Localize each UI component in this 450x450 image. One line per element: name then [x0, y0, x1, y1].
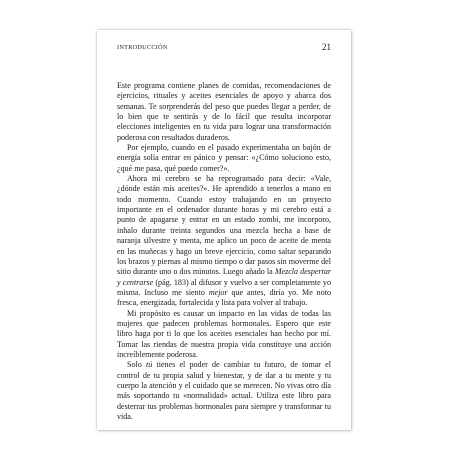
italic-emphasis: tú — [145, 360, 153, 370]
text-run: Solo — [127, 360, 146, 370]
text-run: tienes el poder de cambiar tu futuro, de tomar el control de tu propia salud y bienestar, y de dar a tu mente y tu cuerpo la atención y el cuidado que se merecen. No vivas otro día más soportando tu «normalidad» actual. Utiliza este libro para desterrar tus problemas hormonales para siempre y transformar tu vida. — [117, 360, 331, 421]
book-page — [97, 30, 351, 430]
paragraph — [117, 360, 331, 422]
text-run: Por ejemplo, cuando en el pasado experimentaba un bajón de energía solía entrar en pánico y pensar: «¿Cómo soluciono esto, ¿qué me pasa, qué puedo comer?». — [117, 143, 331, 173]
body-text — [117, 81, 331, 422]
paragraph — [117, 174, 331, 308]
page-number: 21 — [322, 42, 331, 52]
italic-emphasis: mejor — [208, 287, 228, 297]
section-title: INTRODUCCIÓN — [117, 44, 168, 51]
text-run: Ahora mi cerebro se ha reprogramado para decir: «Vale, ¿dónde están mis aceites?». He aprendido a tenerlos a mano en todo momento. Cuando estoy trabajando en un proyecto importante en el ordenador durante horas y mi cerebro está a punto de apagarse y entrar en un estado zombi, me incorporo, inhalo durante treinta segundos una mezcla hecha a base de naranja silvestre y menta, me aplico un poco de aceite de menta en las muñecas y hago un breve ejercicio, como saltar separando los brazos y piernas al mismo tiempo o dar pasos sin moverme del sitio durante uno o dos minutos. Luego añado la — [117, 174, 331, 277]
text-run: que antes, diría yo. Me noto fresca, energizada, fortalecida y lista para volver al trabajo. — [117, 287, 331, 308]
italic-title: Mezcla despertar y centrarse — [117, 267, 332, 287]
text-run: Mi propósito es causar un impacto en las vidas de todas las mujeres que padecen problemas hormonales. Espero que este libro haga por ti lo que los aceites esenciales han hecho por mí. Tomar las riendas de nuestra propia vida constituye una acción increíblemente poderosa. — [117, 308, 331, 359]
running-head — [117, 43, 331, 55]
text-run: (pág. 183) al difusor y vuelvo a ser completamente yo misma. Incluso me siento — [117, 277, 331, 297]
paragraph — [117, 143, 331, 174]
paragraph — [117, 81, 331, 143]
paragraph — [117, 309, 331, 361]
text-run: Este programa contiene planes de comidas, recomendaciones de ejercicios, rituales y aceites esenciales de apoyo y abarca dos semanas. Te sorprenderás del peso que puedes llegar a perder, de lo bien que te sentirás y de lo fácil que resulta incorporar elecciones inteligentes en tu vida para lograr una transformación poderosa con resultados duraderos. — [117, 81, 331, 142]
